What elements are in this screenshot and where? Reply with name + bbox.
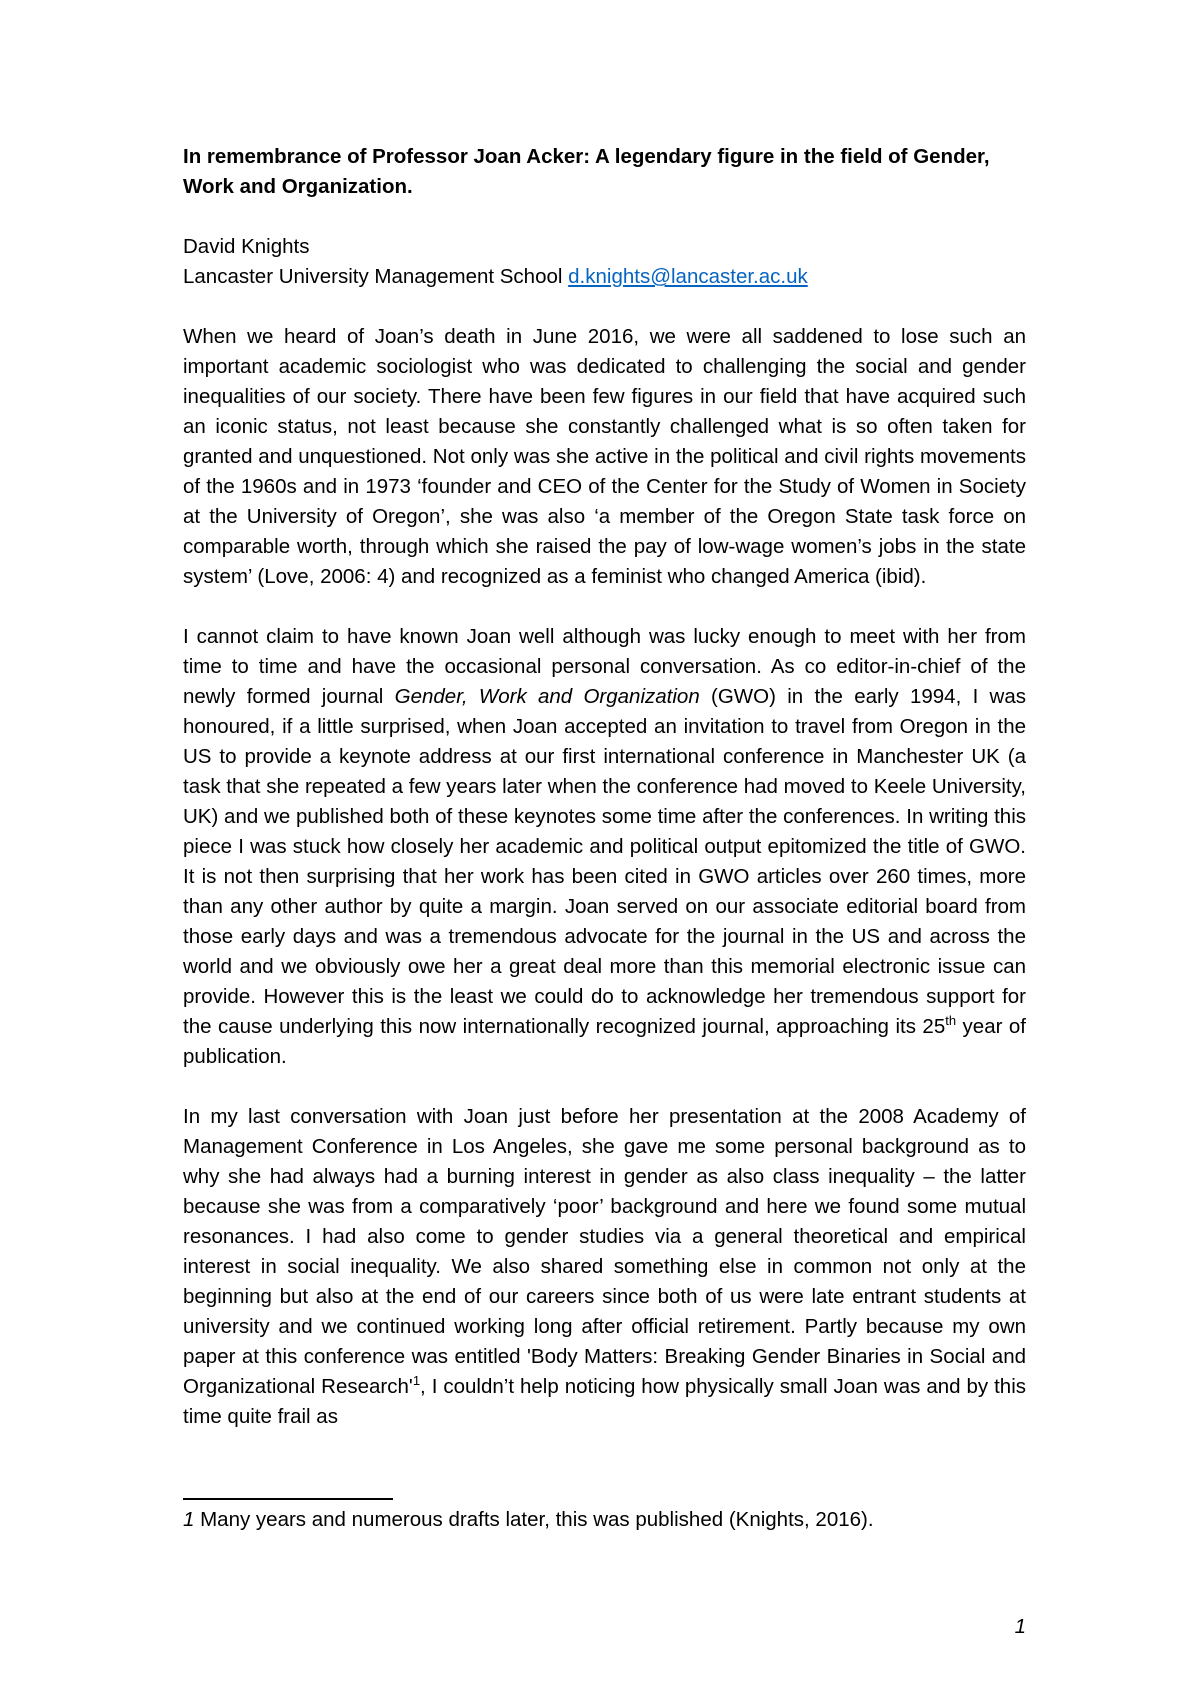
paragraph-3 <box>183 1102 1026 1432</box>
paragraph-2-text-c: year of publication. <box>183 1015 1026 1068</box>
document-body <box>183 142 1026 1432</box>
author-block <box>183 232 1026 292</box>
ordinal-suffix: th <box>945 1013 957 1029</box>
author-affiliation-line <box>183 262 1026 292</box>
document-title: In remembrance of Professor Joan Acker: A legendary figure in the field of Gender, Work and Organization. <box>183 145 990 198</box>
paragraph-3-text-a: In my last conversation with Joan just before her presentation at the 2008 Academy of Management Conference in Los Angeles, she gave me some personal background as to why she had always had a burning interest in gender as also class inequality – the latter because she was from a comparatively ‘poor’ background and here we found some mutual resonances. I had also come to gender studies via a general theoretical and empirical interest in social inequality. We also shared something else in common not only at the beginning but also at the end of our careers since both of us were late entrant students at university and we continued working long after official retirement. Partly because my own paper at this conference was entitled 'Body Matters: Breaking Gender Binaries in Social and Organizational Research' <box>183 1105 1026 1398</box>
footnote-separator <box>183 1498 393 1500</box>
page-number: 1 <box>1014 1615 1026 1638</box>
footnote <box>183 1505 1026 1535</box>
paragraph-2 <box>183 622 1026 1072</box>
paragraph-3-text-b: , I couldn’t help noticing how physically small Joan was and by this time quite frail as <box>183 1375 1026 1428</box>
paragraph-2-text-b: (GWO) in the early 1994, I was honoured, if a little surprised, when Joan accepted an invitation to travel from Oregon in the US to provide a keynote address at our first international conference in Manchester UK (a task that she repeated a few years later when the conference had moved to Keele University, UK) and we published both of these keynotes some time after the conferences. In writing this piece I was stuck how closely her academic and political output epitomized the title of GWO. It is not then surprising that her work has been cited in GWO articles over 260 times, more than any other author by quite a margin. Joan served on our associate editorial board from those early days and was a tremendous advocate for the journal in the US and across the world and we obviously owe her a great deal more than this memorial electronic issue can provide. However this is the least we could do to acknowledge her tremendous support for the cause underlying this now internationally recognized journal, approaching its 25 <box>183 685 1027 1038</box>
author-affiliation: Lancaster University Management School <box>183 265 569 288</box>
paragraph-1: When we heard of Joan’s death in June 2016, we were all saddened to lose such an important academic sociologist who was dedicated to challenging the social and gender inequalities of our society. There have been few figures in our field that have acquired such an iconic status, not least because she constantly challenged what is so often taken for granted and unquestioned. Not only was she active in the political and civil rights movements of the 1960s and in 1973 ‘founder and CEO of the Center for the Study of Women in Society at the University of Oregon’, she was also ‘a member of the Oregon State task force on comparable worth, through which she raised the pay of low-wage women’s jobs in the state system’ (Love, 2006: 4) and recognized as a feminist who changed America (ibid). <box>183 325 1026 588</box>
journal-title: Gender, Work and Organization <box>394 685 700 708</box>
footnote-mark: 1 <box>183 1508 195 1531</box>
paragraph-2-text-a: I cannot claim to have known Joan well although was lucky enough to meet with her from time to time and have the occasional personal conversation. As co editor-in-chief of the newly formed journal <box>183 625 1026 708</box>
author-name: David Knights <box>183 235 310 258</box>
footnote-text: Many years and numerous drafts later, this was published (Knights, 2016). <box>194 1508 874 1531</box>
author-email-link[interactable]: d.knights@lancaster.ac.uk <box>568 265 808 288</box>
footnote-reference[interactable]: 1 <box>412 1373 421 1389</box>
